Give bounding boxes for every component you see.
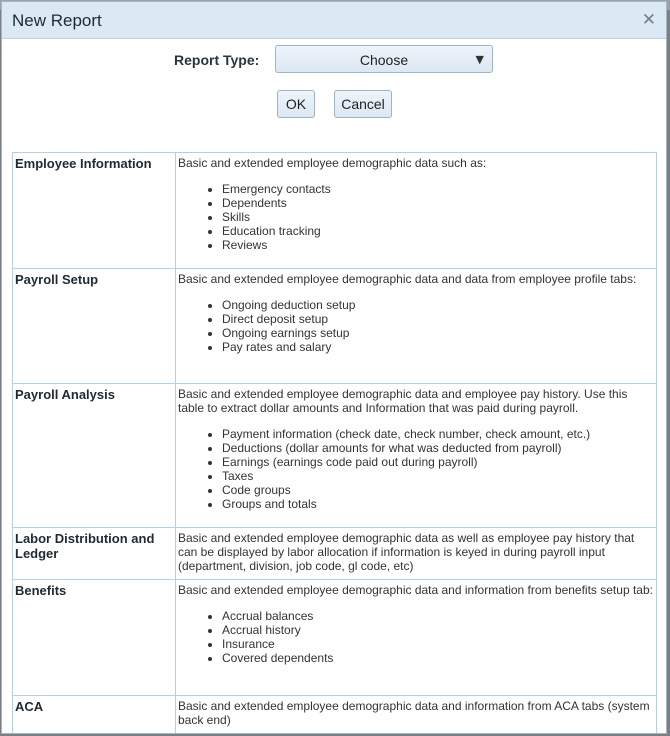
report-types-table: [12, 152, 657, 734]
report-type-description-cell: [176, 153, 657, 269]
table-row: [13, 269, 657, 384]
table-row: [13, 384, 657, 528]
list-item: • Ongoing earnings setup: [222, 326, 654, 340]
report-type-item-list: [178, 298, 654, 354]
table-row: [13, 153, 657, 269]
list-item: • Accrual history: [222, 623, 654, 637]
report-type-item-list: [178, 427, 654, 511]
report-type-description-cell: [176, 696, 657, 734]
list-item: • Skills: [222, 210, 654, 224]
cancel-button[interactable]: Cancel: [334, 90, 392, 118]
report-type-description: Basic and extended employee demographic data such as:: [178, 156, 487, 170]
report-type-value: Choose: [359, 52, 409, 68]
report-type-item-list: [178, 182, 654, 252]
list-item: • Direct deposit setup: [222, 312, 654, 326]
list-item: • Groups and totals: [222, 497, 654, 511]
table-row: [13, 580, 657, 696]
report-type-select[interactable]: [275, 45, 493, 73]
report-type-label: Report Type:: [174, 52, 260, 68]
report-type-description: Basic and extended employee demographic data and employee pay history. Use this table to extract dollar amounts and Information that was paid during payroll.: [178, 387, 628, 415]
report-type-description-cell: [176, 384, 657, 528]
table-row: [13, 528, 657, 580]
new-report-dialog: [1, 1, 667, 734]
list-item: • Emergency contacts: [222, 182, 654, 196]
report-type-name: Employee Information: [13, 153, 176, 269]
list-item: • Deductions (dollar amounts for what was deducted from payroll): [222, 441, 654, 455]
close-icon[interactable]: ✕: [641, 10, 656, 30]
list-item: • Ongoing deduction setup: [222, 298, 654, 312]
list-item: • Earnings (earnings code paid out during payroll): [222, 455, 654, 469]
report-type-name: ACA: [13, 696, 176, 734]
list-item: • Covered dependents: [222, 651, 654, 665]
list-item: • Insurance: [222, 637, 654, 651]
chevron-down-icon: ▼: [475, 53, 484, 66]
list-item: • Pay rates and salary: [222, 340, 654, 354]
report-type-name: Payroll Analysis: [13, 384, 176, 528]
table-row: [13, 696, 657, 734]
dialog-titlebar: [2, 2, 666, 39]
report-type-name: Payroll Setup: [13, 269, 176, 384]
report-type-description-cell: [176, 580, 657, 696]
list-item: • Code groups: [222, 483, 654, 497]
report-type-description: Basic and extended employee demographic data and information from benefits setup tab:: [178, 583, 653, 597]
list-item: • Taxes: [222, 469, 654, 483]
dialog-title: New Report: [12, 11, 102, 30]
report-type-description-cell: [176, 269, 657, 384]
list-item: • Dependents: [222, 196, 654, 210]
list-item: • Education tracking: [222, 224, 654, 238]
report-type-description: Basic and extended employee demographic data and information from ACA tabs (system back end): [178, 699, 650, 727]
list-item: • Reviews: [222, 238, 654, 252]
report-type-item-list: [178, 609, 654, 665]
report-type-description-cell: [176, 528, 657, 580]
report-type-name: Benefits: [13, 580, 176, 696]
report-type-description: Basic and extended employee demographic data and data from employee profile tabs:: [178, 272, 637, 286]
list-item: • Payment information (check date, check number, check amount, etc.): [222, 427, 654, 441]
report-type-description: Basic and extended employee demographic data as well as employee pay history that can be displayed by labor allocation if information is keyed in during payroll input (department, division, job code, gl code, etc): [178, 531, 635, 573]
ok-button[interactable]: OK: [277, 90, 315, 118]
report-type-row: [2, 45, 666, 75]
report-type-name: Labor Distribution and Ledger: [13, 528, 176, 580]
list-item: • Accrual balances: [222, 609, 654, 623]
